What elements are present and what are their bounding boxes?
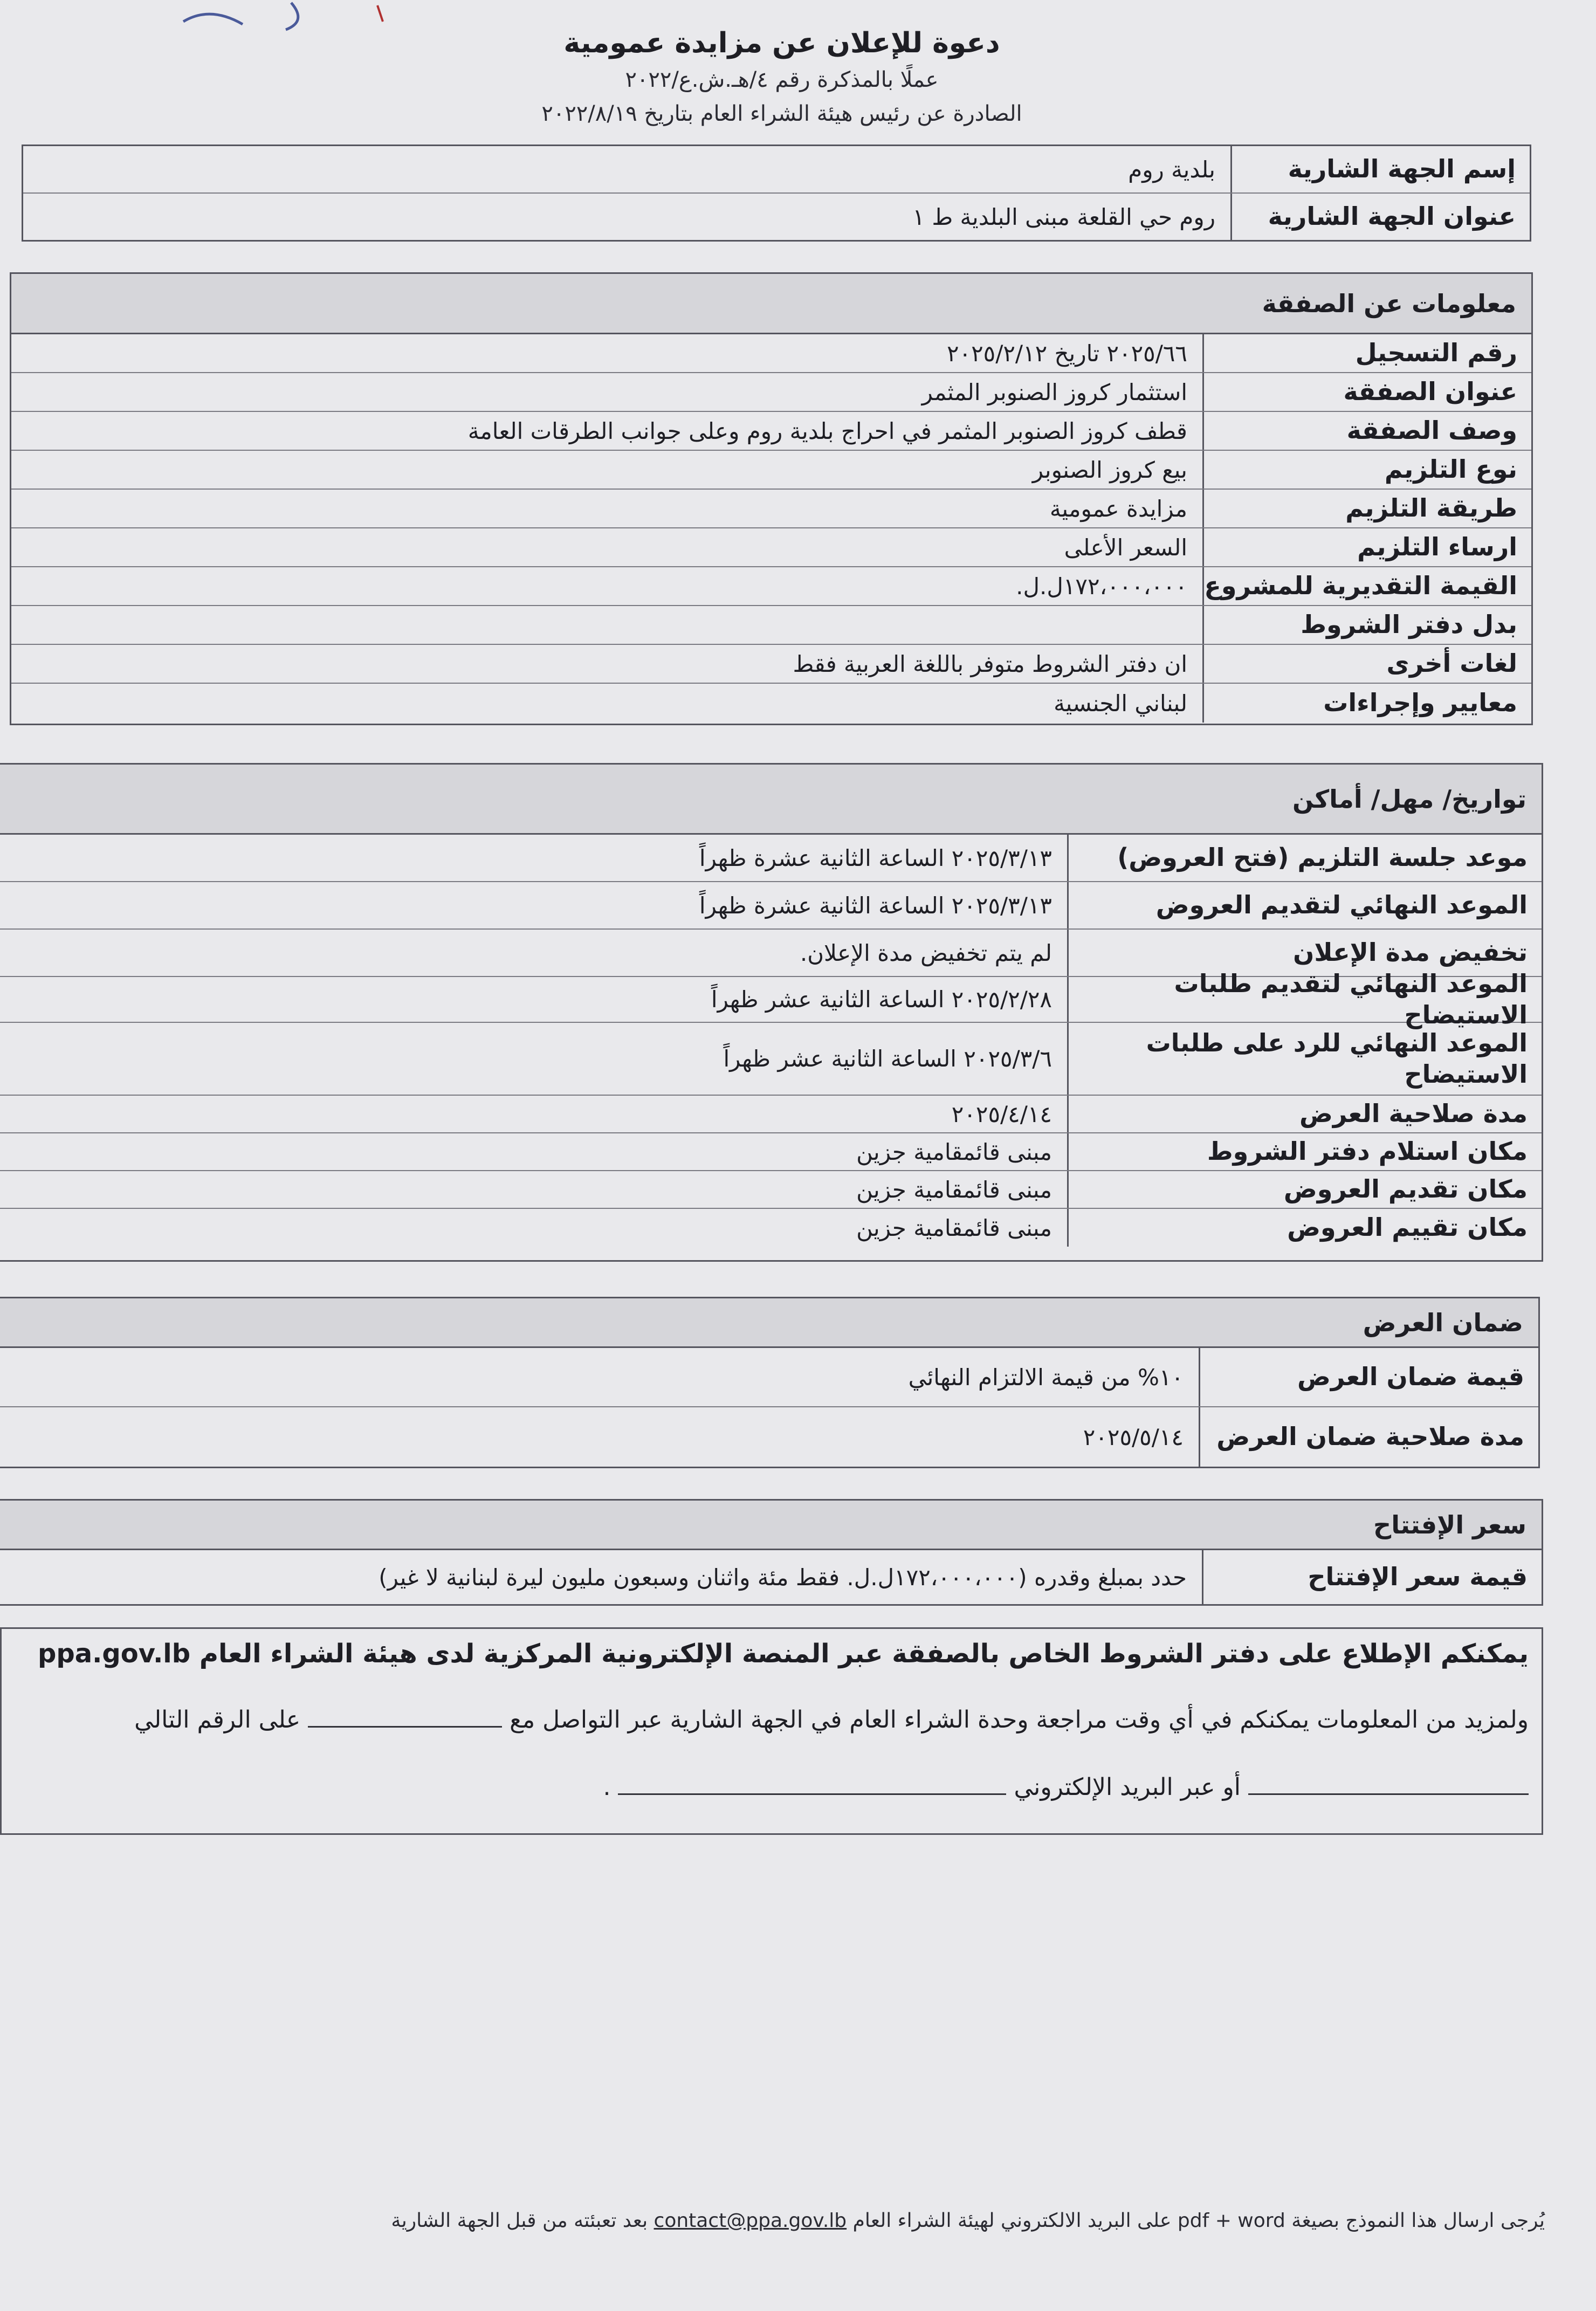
footer-text-a: يُرجى ارسال هذا النموذج بصيغة pdf + word على البريد الالكتروني لهيئة الشراء العام xyxy=(852,2210,1545,2232)
deal-info-value: بيع كروز الصنوبر xyxy=(1032,456,1187,483)
guarantee-row xyxy=(0,1407,1538,1467)
deal-info-label: عنوان الصفقة xyxy=(1202,373,1531,411)
notice-line-contact xyxy=(134,1706,1529,1734)
memo-reference: عملًا بالمذكرة رقم ٤/هـ.ش.ع/٢٠٢٢ xyxy=(625,67,939,92)
deal-info-value: ٢٠٢٥/٦٦ تاريخ ٢٠٢٥/٢/١٢ xyxy=(946,340,1187,367)
deal-info-label: بدل دفتر الشروط xyxy=(1202,606,1531,644)
deal-info-value: ان دفتر الشروط متوفر باللغة العربية فقط xyxy=(793,650,1187,677)
deal-info-label: لغات أخرى xyxy=(1202,645,1531,683)
deal-info-label: طريقة التلزيم xyxy=(1202,490,1531,527)
deal-info-row xyxy=(11,645,1531,684)
deal-info-label: نوع التلزيم xyxy=(1202,451,1531,489)
opening-price-heading: سعر الإفتتاح xyxy=(0,1501,1542,1550)
deal-info-row xyxy=(11,606,1531,645)
dates-value: لم يتم تخفيض مدة الإعلان. xyxy=(800,939,1052,966)
dates-label: تخفيض مدة الإعلان xyxy=(1067,930,1542,976)
notice-line-platform xyxy=(38,1639,1529,1669)
contact-name-blank xyxy=(308,1721,502,1728)
entity-address-value: روم حي القلعة مبنى البلدية ط ١ xyxy=(912,203,1215,230)
opening-price-label: قيمة سعر الإفتتاح xyxy=(1202,1550,1542,1604)
notice-email-text: أو عبر البريد الإلكتروني xyxy=(1014,1773,1241,1801)
dates-row xyxy=(0,1023,1542,1096)
guarantee-label: مدة صلاحية ضمان العرض xyxy=(1199,1407,1538,1467)
dates-row xyxy=(0,1209,1542,1247)
entity-name-label: إسم الجهة الشارية xyxy=(1230,146,1530,192)
deal-info-value: مزايدة عمومية xyxy=(1049,495,1187,522)
notice-contact-text: ولمزيد من المعلومات يمكنكم في أي وقت مراجعة وحدة الشراء العام في الجهة الشارية عبر التواصل مع xyxy=(510,1706,1529,1734)
dates-value: ٢٠٢٥/٤/١٤ xyxy=(951,1101,1052,1127)
guarantee-heading: ضمان العرض xyxy=(0,1298,1538,1348)
opening-price-section xyxy=(0,1499,1543,1606)
dates-value: ٢٠٢٥/٢/٢٨ الساعة الثانية عشر ظهراً xyxy=(711,986,1052,1013)
platform-site: ppa.gov.lb xyxy=(38,1639,191,1669)
dates-section xyxy=(0,763,1543,1262)
deal-info-row xyxy=(11,451,1531,490)
guarantee-value: ٢٠٢٥/٥/١٤ xyxy=(1083,1423,1184,1450)
dates-heading: تواريخ/ مهل/ أماكن xyxy=(0,765,1542,835)
dates-value: مبنى قائمقامية جزين xyxy=(856,1214,1052,1241)
dates-label: الموعد النهائي لتقديم طلبات الاستيضاح xyxy=(1067,977,1542,1022)
dates-row xyxy=(0,969,1542,1029)
deal-info-label: رقم التسجيل xyxy=(1202,334,1531,372)
deal-info-row xyxy=(11,528,1531,567)
footer-email-link[interactable]: contact@ppa.gov.lb xyxy=(653,2210,847,2232)
dates-label: الموعد النهائي لتقديم العروض xyxy=(1067,882,1542,928)
dates-value: مبنى قائمقامية جزين xyxy=(856,1176,1052,1203)
deal-info-value: قطف كروز الصنوبر المثمر في احراج بلدية روم وعلى جوانب الطرقات العامة xyxy=(467,417,1187,444)
deal-info-row xyxy=(11,567,1531,606)
dates-row xyxy=(0,882,1542,930)
dates-value: ٢٠٢٥/٣/٦ الساعة الثانية عشر ظهراً xyxy=(723,1046,1052,1072)
deal-info-value: لبناني الجنسية xyxy=(1054,690,1187,717)
deal-info-row xyxy=(11,490,1531,528)
deal-info-value: استثمار كروز الصنوبر المثمر xyxy=(921,379,1187,405)
deal-info-row xyxy=(11,684,1531,723)
deal-info-value: السعر الأعلى xyxy=(1064,534,1187,561)
dates-row xyxy=(0,1133,1542,1171)
footer-text-b: بعد تعبئته من قبل الجهة الشارية xyxy=(391,2210,648,2232)
deal-info-value xyxy=(11,606,1202,644)
email-blank xyxy=(618,1788,1006,1795)
entity-name-row xyxy=(23,146,1530,194)
notice-platform-text: يمكنكم الإطلاع على دفتر الشروط الخاص بالصفقة عبر المنصة الإلكترونية المركزية لدى هيئة الشراء العام xyxy=(199,1639,1529,1669)
deal-info-section xyxy=(10,272,1533,725)
deal-info-value: ١٧٢،٠٠٠،٠٠٠ل.ل. xyxy=(1016,573,1187,600)
entity-address-label: عنوان الجهة الشارية xyxy=(1230,194,1530,240)
dates-label: موعد جلسة التلزيم (فتح العروض) xyxy=(1067,835,1542,881)
dates-label: مكان تقييم العروض xyxy=(1067,1209,1542,1247)
guarantee-row xyxy=(0,1348,1538,1407)
guarantee-value: ١٠% من قيمة الالتزام النهائي xyxy=(908,1364,1184,1391)
dates-label: مدة صلاحية العرض xyxy=(1067,1096,1542,1132)
document-title: دعوة للإعلان عن مزايدة عمومية xyxy=(563,27,1000,59)
deal-info-label: معايير وإجراءات xyxy=(1202,684,1531,723)
deal-info-label: وصف الصفقة xyxy=(1202,412,1531,450)
opening-price-row xyxy=(0,1550,1542,1604)
opening-price-value: حدد بمبلغ وقدره (١٧٢،٠٠٠،٠٠٠ل.ل. فقط مئة واثنان وسبعون مليون ليرة لبنانية لا غير) xyxy=(379,1564,1187,1591)
footer-note xyxy=(391,2210,1545,2232)
dates-row xyxy=(0,1171,1542,1209)
entity-name-value: بلدية روم xyxy=(1128,156,1215,183)
deal-info-row xyxy=(11,373,1531,412)
entity-address-row xyxy=(23,194,1530,240)
dates-row xyxy=(0,1096,1542,1133)
dates-value: مبنى قائمقامية جزين xyxy=(856,1138,1052,1165)
notice-line-email: أو عبر البريد الإلكتروني . xyxy=(603,1773,1529,1801)
dates-label: مكان استلام دفتر الشروط xyxy=(1067,1133,1542,1170)
dates-row xyxy=(0,835,1542,882)
deal-info-row xyxy=(11,334,1531,373)
dates-value: ٢٠٢٥/٣/١٣ الساعة الثانية عشرة ظهراً xyxy=(699,892,1052,919)
dates-value: ٢٠٢٥/٣/١٣ الساعة الثانية عشرة ظهراً xyxy=(699,844,1052,871)
dates-label: مكان تقديم العروض xyxy=(1067,1171,1542,1208)
deal-info-label: القيمة التقديرية للمشروع xyxy=(1202,567,1531,605)
dates-label: الموعد النهائي للرد على طلبات الاستيضاح xyxy=(1067,1023,1542,1095)
guarantee-label: قيمة ضمان العرض xyxy=(1199,1348,1538,1406)
phone-blank xyxy=(1248,1788,1529,1795)
deal-info-row xyxy=(11,412,1531,451)
deal-info-heading: معلومات عن الصفقة xyxy=(11,274,1531,334)
deal-info-label: ارساء التلزيم xyxy=(1202,528,1531,566)
notice-box xyxy=(0,1627,1543,1835)
guarantee-section xyxy=(0,1297,1540,1468)
entity-section xyxy=(22,145,1531,242)
notice-phone-text: على الرقم التالي xyxy=(134,1706,301,1734)
issued-by-line: الصادرة عن رئيس هيئة الشراء العام بتاريخ ٢٠٢٢/٨/١٩ xyxy=(541,101,1022,126)
